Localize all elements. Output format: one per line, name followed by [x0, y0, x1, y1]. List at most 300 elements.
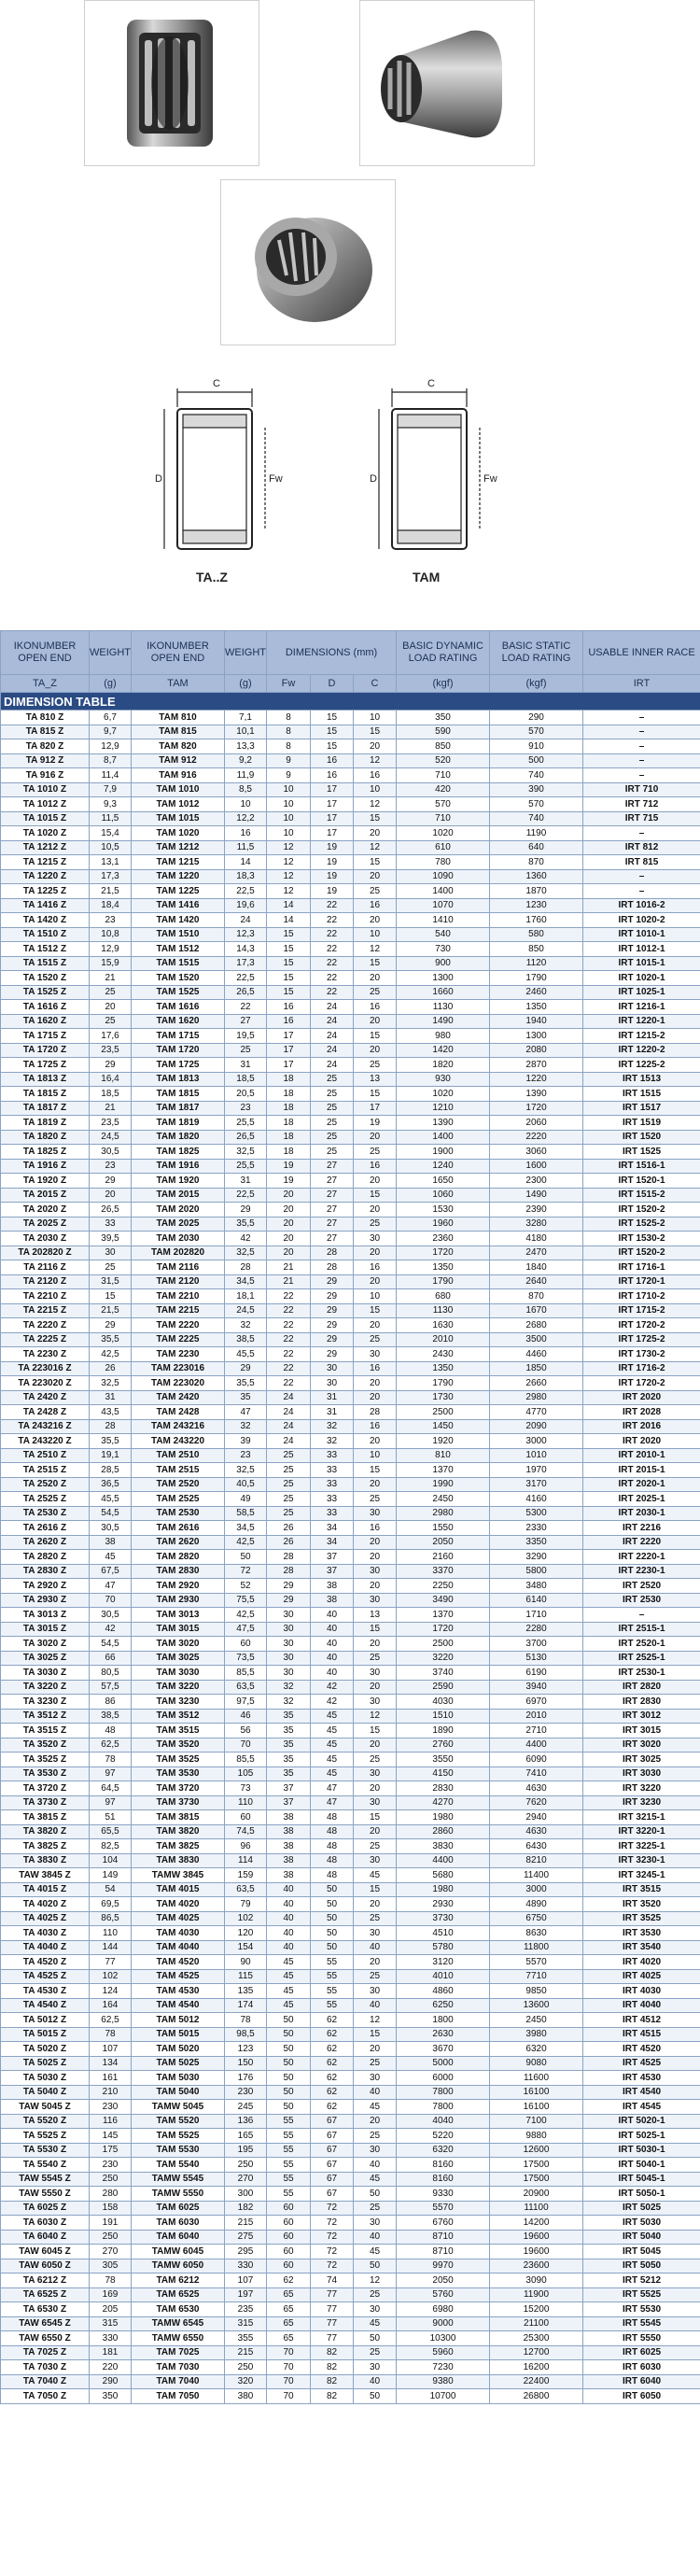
cell-tam-number: TAM 2116: [132, 1260, 225, 1275]
cell-d: 19: [311, 869, 354, 884]
cell-weight-ta-z: 161: [90, 2071, 132, 2086]
cell-tam-number: TAM 1515: [132, 956, 225, 971]
cell-ta-z-number: TA 4520 Z: [1, 1955, 90, 1970]
cell-dynamic-load: 680: [397, 1289, 490, 1304]
cell-tam-number: TAM 2428: [132, 1405, 225, 1420]
cell-d: 77: [311, 2302, 354, 2317]
cell-fw: 26: [267, 1521, 311, 1536]
cell-c: 30: [354, 1593, 397, 1608]
cell-tam-number: TAM 1720: [132, 1043, 225, 1058]
cell-tam-number: TAM 7050: [132, 2389, 225, 2404]
cell-tam-number: TAM 2230: [132, 1347, 225, 1362]
cell-fw: 10: [267, 797, 311, 812]
cell-weight-ta-z: 62,5: [90, 2013, 132, 2028]
cell-d: 72: [311, 2216, 354, 2231]
cell-weight-tam: 85,5: [225, 1753, 267, 1767]
table-row: [1, 2013, 700, 2028]
cell-ta-z-number: TAW 6045 Z: [1, 2245, 90, 2259]
cell-static-load: 7710: [490, 1969, 583, 1984]
cell-ta-z-number: TA 1015 Z: [1, 811, 90, 826]
cell-weight-tam: 24: [225, 913, 267, 928]
cell-ta-z-number: TA 6525 Z: [1, 2287, 90, 2302]
cell-inner-race: IRT 4040: [583, 1998, 700, 2013]
cell-tam-number: TAM 1015: [132, 811, 225, 826]
cell-ta-z-number: TA 2620 Z: [1, 1535, 90, 1550]
table-row: [1, 2302, 700, 2317]
cell-ta-z-number: TA 1010 Z: [1, 782, 90, 797]
cell-tam-number: TAM 3512: [132, 1709, 225, 1724]
cell-weight-tam: 215: [225, 2216, 267, 2231]
cell-inner-race: IRT 4525: [583, 2056, 700, 2071]
cell-d: 27: [311, 1217, 354, 1232]
cell-c: 25: [354, 2345, 397, 2360]
cell-inner-race: IRT 3230: [583, 1795, 700, 1810]
cell-d: 29: [311, 1347, 354, 1362]
cell-weight-tam: 49: [225, 1492, 267, 1507]
cell-ta-z-number: TA 1225 Z: [1, 884, 90, 899]
cell-inner-race: IRT 2020: [583, 1434, 700, 1449]
cell-d: 82: [311, 2374, 354, 2389]
cell-d: 22: [311, 927, 354, 942]
cell-weight-ta-z: 305: [90, 2259, 132, 2273]
cell-static-load: 6430: [490, 1839, 583, 1854]
cell-tam-number: TAM 815: [132, 725, 225, 739]
cell-weight-ta-z: 42: [90, 1622, 132, 1637]
cell-weight-tam: 275: [225, 2230, 267, 2245]
cell-tam-number: TAM 1715: [132, 1029, 225, 1044]
cell-fw: 50: [267, 2100, 311, 2115]
cell-fw: 38: [267, 1853, 311, 1868]
cell-c: 13: [354, 1072, 397, 1087]
cell-static-load: 2090: [490, 1419, 583, 1434]
cell-weight-tam: 72: [225, 1564, 267, 1579]
cell-d: 29: [311, 1303, 354, 1318]
cell-weight-ta-z: 110: [90, 1926, 132, 1941]
cell-ta-z-number: TA 7030 Z: [1, 2360, 90, 2375]
cell-static-load: 16100: [490, 2085, 583, 2100]
cell-ta-z-number: TA 912 Z: [1, 753, 90, 768]
table-row: [1, 797, 700, 812]
cell-tam-number: TAM 1819: [132, 1116, 225, 1131]
cell-weight-tam: 14: [225, 855, 267, 870]
cell-tam-number: TAM 4530: [132, 1984, 225, 1999]
cell-static-load: 3060: [490, 1145, 583, 1160]
cell-tam-number: TAM 3220: [132, 1680, 225, 1695]
cell-weight-ta-z: 42,5: [90, 1347, 132, 1362]
cell-d: 77: [311, 2316, 354, 2331]
bearing-photo-front: [84, 0, 259, 166]
cell-fw: 32: [267, 1680, 311, 1695]
cell-ta-z-number: TA 2525 Z: [1, 1492, 90, 1507]
cell-dynamic-load: 1510: [397, 1709, 490, 1724]
cell-weight-ta-z: 51: [90, 1810, 132, 1825]
cell-dynamic-load: 2590: [397, 1680, 490, 1695]
cell-fw: 60: [267, 2245, 311, 2259]
cell-fw: 30: [267, 1651, 311, 1666]
cell-weight-ta-z: 35,5: [90, 1434, 132, 1449]
cell-weight-tam: 32,5: [225, 1246, 267, 1260]
cell-weight-ta-z: 116: [90, 2114, 132, 2129]
cell-inner-race: IRT 4515: [583, 2027, 700, 2042]
cell-static-load: 8210: [490, 1853, 583, 1868]
cell-weight-ta-z: 145: [90, 2129, 132, 2144]
cell-static-load: 7100: [490, 2114, 583, 2129]
cell-fw: 22: [267, 1318, 311, 1333]
cell-d: 45: [311, 1767, 354, 1781]
bearing-photo-angled: [359, 0, 535, 166]
cell-ta-z-number: TA 1820 Z: [1, 1130, 90, 1145]
cell-d: 74: [311, 2273, 354, 2288]
cell-ta-z-number: TA 1819 Z: [1, 1116, 90, 1131]
cell-ta-z-number: TA 1212 Z: [1, 840, 90, 855]
table-row: [1, 1550, 700, 1565]
cell-c: 25: [354, 1492, 397, 1507]
cell-tam-number: TAMW 6050: [132, 2259, 225, 2273]
cell-static-load: 1790: [490, 971, 583, 986]
cell-fw: 18: [267, 1101, 311, 1116]
table-row: [1, 2129, 700, 2144]
cell-ta-z-number: TA 916 Z: [1, 768, 90, 783]
table-row: [1, 739, 700, 754]
cell-weight-ta-z: 97: [90, 1795, 132, 1810]
cell-c: 16: [354, 1159, 397, 1174]
cell-inner-race: IRT 2520-1: [583, 1637, 700, 1652]
cell-tam-number: TAM 6525: [132, 2287, 225, 2302]
cell-tam-number: TAM 2015: [132, 1188, 225, 1203]
cell-c: 40: [354, 1940, 397, 1955]
cell-fw: 35: [267, 1753, 311, 1767]
table-row: [1, 1666, 700, 1681]
cell-inner-race: IRT 2030-1: [583, 1506, 700, 1521]
cell-fw: 40: [267, 1926, 311, 1941]
cell-dynamic-load: 6000: [397, 2071, 490, 2086]
cell-static-load: 1190: [490, 826, 583, 841]
cell-ta-z-number: TA 815 Z: [1, 725, 90, 739]
cell-dynamic-load: 3740: [397, 1666, 490, 1681]
cell-fw: 24: [267, 1419, 311, 1434]
cell-inner-race: IRT 2020-1: [583, 1477, 700, 1492]
cell-dynamic-load: 2830: [397, 1781, 490, 1796]
cell-weight-ta-z: 30,5: [90, 1521, 132, 1536]
cell-d: 55: [311, 1969, 354, 1984]
cell-d: 67: [311, 2158, 354, 2173]
cell-c: 30: [354, 2360, 397, 2375]
cell-d: 67: [311, 2114, 354, 2129]
cell-dynamic-load: 8710: [397, 2245, 490, 2259]
table-row: [1, 1738, 700, 1753]
cell-weight-tam: 52: [225, 1579, 267, 1594]
cell-static-load: 3000: [490, 1882, 583, 1897]
cell-weight-ta-z: 25: [90, 985, 132, 1000]
cell-dynamic-load: 2010: [397, 1332, 490, 1347]
cell-tam-number: TAM 3515: [132, 1724, 225, 1738]
cell-tam-number: TAM 6530: [132, 2302, 225, 2317]
cell-fw: 14: [267, 898, 311, 913]
cell-weight-ta-z: 30,5: [90, 1145, 132, 1160]
cell-weight-ta-z: 54: [90, 1882, 132, 1897]
cell-static-load: 1010: [490, 1448, 583, 1463]
cell-c: 30: [354, 1767, 397, 1781]
cell-weight-ta-z: 38: [90, 1535, 132, 1550]
cell-ta-z-number: TA 1620 Z: [1, 1014, 90, 1029]
cell-static-load: 6970: [490, 1695, 583, 1710]
cell-weight-ta-z: 205: [90, 2302, 132, 2317]
cell-tam-number: TAM 5012: [132, 2013, 225, 2028]
cell-weight-tam: 50: [225, 1550, 267, 1565]
header-weight-2: WEIGHT: [225, 631, 267, 675]
cell-fw: 55: [267, 2143, 311, 2158]
cell-tam-number: TAM 912: [132, 753, 225, 768]
cell-weight-ta-z: 7,9: [90, 782, 132, 797]
cell-d: 77: [311, 2331, 354, 2346]
cell-weight-ta-z: 25: [90, 1014, 132, 1029]
cell-ta-z-number: TA 2616 Z: [1, 1521, 90, 1536]
cell-inner-race: –: [583, 768, 700, 783]
cell-c: 15: [354, 1882, 397, 1897]
cell-c: 25: [354, 985, 397, 1000]
cell-d: 37: [311, 1550, 354, 1565]
unit-g-1: (g): [90, 675, 132, 693]
cell-d: 42: [311, 1680, 354, 1695]
cell-weight-tam: 14,3: [225, 942, 267, 957]
cell-dynamic-load: 5780: [397, 1940, 490, 1955]
cell-dynamic-load: 4010: [397, 1969, 490, 1984]
table-row: [1, 1130, 700, 1145]
cell-ta-z-number: TA 1515 Z: [1, 956, 90, 971]
cell-weight-tam: 355: [225, 2331, 267, 2346]
cell-fw: 10: [267, 782, 311, 797]
cell-fw: 10: [267, 826, 311, 841]
cell-inner-race: IRT 1519: [583, 1116, 700, 1131]
cell-weight-ta-z: 39,5: [90, 1232, 132, 1246]
cell-fw: 30: [267, 1622, 311, 1637]
cell-weight-ta-z: 78: [90, 2027, 132, 2042]
cell-inner-race: IRT 5040: [583, 2230, 700, 2245]
cell-static-load: 1490: [490, 1188, 583, 1203]
cell-d: 45: [311, 1753, 354, 1767]
cell-c: 25: [354, 2129, 397, 2144]
cell-fw: 30: [267, 1608, 311, 1623]
cell-dynamic-load: 590: [397, 725, 490, 739]
cell-weight-ta-z: 9,7: [90, 725, 132, 739]
cell-c: 50: [354, 2187, 397, 2202]
table-row: [1, 2259, 700, 2273]
cell-inner-race: IRT 1010-1: [583, 927, 700, 942]
cell-inner-race: IRT 1716-2: [583, 1361, 700, 1376]
cell-weight-ta-z: 250: [90, 2172, 132, 2187]
cell-tam-number: TAM 223016: [132, 1361, 225, 1376]
cell-ta-z-number: TA 1813 Z: [1, 1072, 90, 1087]
cell-fw: 9: [267, 768, 311, 783]
cell-fw: 17: [267, 1043, 311, 1058]
cell-weight-tam: 18,1: [225, 1289, 267, 1304]
cell-weight-tam: 60: [225, 1810, 267, 1825]
cell-ta-z-number: TA 2520 Z: [1, 1477, 90, 1492]
cell-static-load: 4630: [490, 1781, 583, 1796]
cell-tam-number: TAM 5525: [132, 2129, 225, 2144]
cell-inner-race: IRT 1020-2: [583, 913, 700, 928]
cell-tam-number: TAM 1012: [132, 797, 225, 812]
cell-d: 29: [311, 1289, 354, 1304]
cell-c: 15: [354, 1463, 397, 1478]
cell-weight-ta-z: 21: [90, 1101, 132, 1116]
cell-static-load: 9850: [490, 1984, 583, 1999]
cell-d: 82: [311, 2345, 354, 2360]
cell-fw: 9: [267, 753, 311, 768]
cell-weight-ta-z: 54,5: [90, 1637, 132, 1652]
cell-c: 25: [354, 1332, 397, 1347]
cell-weight-ta-z: 210: [90, 2085, 132, 2100]
table-row: [1, 884, 700, 899]
cell-fw: 16: [267, 1014, 311, 1029]
header-weight: WEIGHT: [90, 631, 132, 675]
cell-weight-ta-z: 31,5: [90, 1274, 132, 1289]
cell-d: 30: [311, 1376, 354, 1391]
cell-static-load: 1360: [490, 869, 583, 884]
dimension-table: [0, 630, 700, 2404]
table-row: [1, 956, 700, 971]
unit-c: C: [354, 675, 397, 693]
cell-tam-number: TAM 1225: [132, 884, 225, 899]
table-row: [1, 2273, 700, 2288]
cell-d: 62: [311, 2013, 354, 2028]
cell-d: 16: [311, 753, 354, 768]
cell-ta-z-number: TA 1420 Z: [1, 913, 90, 928]
cell-weight-tam: 13,3: [225, 739, 267, 754]
cell-d: 22: [311, 913, 354, 928]
cell-tam-number: TAM 3520: [132, 1738, 225, 1753]
cell-ta-z-number: TA 3015 Z: [1, 1622, 90, 1637]
cell-inner-race: IRT 1715-2: [583, 1303, 700, 1318]
cell-d: 55: [311, 1984, 354, 1999]
cell-inner-race: –: [583, 869, 700, 884]
table-row: [1, 1593, 700, 1608]
cell-d: 82: [311, 2389, 354, 2404]
cell-fw: 29: [267, 1579, 311, 1594]
cell-fw: 22: [267, 1289, 311, 1304]
cell-static-load: 5130: [490, 1651, 583, 1666]
cell-weight-ta-z: 28: [90, 1419, 132, 1434]
cell-c: 45: [354, 2172, 397, 2187]
header-static-load: BASIC STATIC LOAD RATING: [490, 631, 583, 675]
cell-dynamic-load: 6980: [397, 2302, 490, 2317]
table-row: [1, 1347, 700, 1362]
cell-ta-z-number: TA 2930 Z: [1, 1593, 90, 1608]
cell-static-load: 14200: [490, 2216, 583, 2231]
cell-fw: 40: [267, 1940, 311, 1955]
cell-d: 50: [311, 1882, 354, 1897]
table-row: [1, 1940, 700, 1955]
cell-static-load: 20900: [490, 2187, 583, 2202]
cell-dynamic-load: 1060: [397, 1188, 490, 1203]
cell-ta-z-number: TA 5520 Z: [1, 2114, 90, 2129]
cell-d: 48: [311, 1868, 354, 1883]
cell-weight-tam: 38,5: [225, 1332, 267, 1347]
cell-weight-tam: 315: [225, 2316, 267, 2331]
cell-dynamic-load: 1990: [397, 1477, 490, 1492]
cell-tam-number: TAM 1520: [132, 971, 225, 986]
cell-d: 77: [311, 2287, 354, 2302]
cell-tam-number: TAM 2620: [132, 1535, 225, 1550]
cell-weight-tam: 26,5: [225, 1130, 267, 1145]
cell-ta-z-number: TA 6040 Z: [1, 2230, 90, 2245]
cell-dynamic-load: 1490: [397, 1014, 490, 1029]
cell-fw: 50: [267, 2056, 311, 2071]
header-dynamic-load: BASIC DYNAMIC LOAD RATING: [397, 631, 490, 675]
cell-dynamic-load: 780: [397, 855, 490, 870]
cell-tam-number: TAM 5015: [132, 2027, 225, 2042]
cell-fw: 26: [267, 1535, 311, 1550]
cell-d: 67: [311, 2187, 354, 2202]
cell-static-load: 570: [490, 797, 583, 812]
table-row: [1, 1637, 700, 1652]
table-row: [1, 1492, 700, 1507]
cell-ta-z-number: TA 2230 Z: [1, 1347, 90, 1362]
cell-inner-race: IRT 6025: [583, 2345, 700, 2360]
cell-static-load: 3700: [490, 1637, 583, 1652]
cell-d: 62: [311, 2071, 354, 2086]
cell-d: 40: [311, 1622, 354, 1637]
dim-d-left: D: [155, 473, 162, 485]
cell-inner-race: IRT 1220-2: [583, 1043, 700, 1058]
table-row: [1, 1882, 700, 1897]
cell-static-load: 3980: [490, 2027, 583, 2042]
cell-c: 16: [354, 1000, 397, 1015]
cell-dynamic-load: 5570: [397, 2201, 490, 2216]
cell-weight-ta-z: 26,5: [90, 1203, 132, 1218]
cell-dynamic-load: 1400: [397, 1130, 490, 1145]
cell-d: 32: [311, 1434, 354, 1449]
cell-c: 15: [354, 725, 397, 739]
cell-static-load: 26800: [490, 2389, 583, 2404]
table-row: [1, 1463, 700, 1478]
cell-weight-ta-z: 11,4: [90, 768, 132, 783]
cell-ta-z-number: TA 2428 Z: [1, 1405, 90, 1420]
cell-weight-ta-z: 31: [90, 1390, 132, 1405]
cell-tam-number: TAM 2220: [132, 1318, 225, 1333]
table-row: [1, 1303, 700, 1318]
cell-fw: 60: [267, 2259, 311, 2273]
cell-c: 15: [354, 1810, 397, 1825]
cell-fw: 12: [267, 855, 311, 870]
cell-ta-z-number: TA 2015 Z: [1, 1188, 90, 1203]
cell-d: 50: [311, 1911, 354, 1926]
cell-static-load: 3280: [490, 1217, 583, 1232]
cell-weight-ta-z: 78: [90, 1753, 132, 1767]
table-row: [1, 1405, 700, 1420]
cell-tam-number: TAM 4015: [132, 1882, 225, 1897]
cell-d: 22: [311, 942, 354, 957]
cell-weight-tam: 32,5: [225, 1463, 267, 1478]
table-row: [1, 898, 700, 913]
table-row: [1, 942, 700, 957]
cell-d: 50: [311, 1897, 354, 1912]
dim-c-right: C: [427, 378, 435, 389]
cell-static-load: 4400: [490, 1738, 583, 1753]
cell-dynamic-load: 1020: [397, 826, 490, 841]
cell-dynamic-load: 1240: [397, 1159, 490, 1174]
cell-ta-z-number: TA 4030 Z: [1, 1926, 90, 1941]
cell-static-load: 11900: [490, 2287, 583, 2302]
cell-weight-tam: 102: [225, 1911, 267, 1926]
cell-c: 50: [354, 2259, 397, 2273]
cell-ta-z-number: TA 3030 Z: [1, 1666, 90, 1681]
cell-c: 50: [354, 2389, 397, 2404]
table-row: [1, 2389, 700, 2404]
cell-dynamic-load: 1550: [397, 1521, 490, 1536]
cell-d: 62: [311, 2100, 354, 2115]
cell-tam-number: TAM 1920: [132, 1174, 225, 1189]
